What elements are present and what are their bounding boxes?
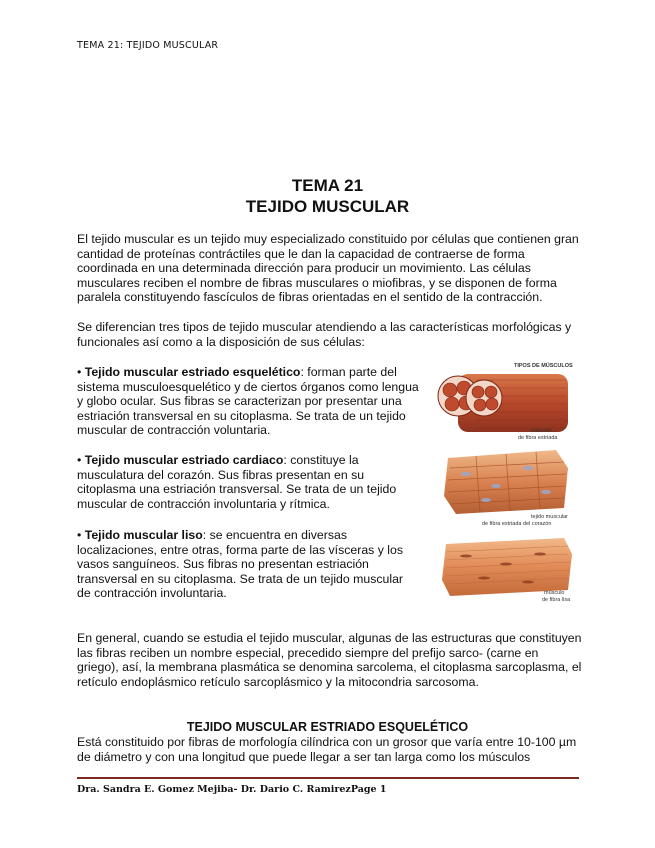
footer-divider [77,777,579,779]
bullet-text: : constituye la musculatura del corazón. Sus fibras presentan en su citoplasma una estriación transversal. Se trata de un tejido muscular de contracción involuntaria y rítmica. [77,453,397,511]
bullet-term: Tejido muscular estriado esquelético [84,365,301,379]
figure-label-3b: de fibra lisa [542,597,571,603]
intro-paragraph: El tejido muscular es un tejido muy especializado constituido por células que contienen gran cantidad de proteínas contráctiles que le dan la capacidad de contraerse de forma coordinada en una determinada dirección para producir un movimiento. Las células musculares reciben el nombre de fibras musculares o miofibras, y se disponen de forma paralela constituyendo fascículos de fibras orientadas en el sentido de la contracción. [77,232,579,305]
bullet-term: Tejido muscular liso [84,528,203,542]
bullet-mark: • [77,528,85,542]
bullet-smooth [77,528,420,601]
bullet-text: : forman parte del sistema musculoesquelético y de ciertos órganos como lengua y globo ocular. Sus fibras se caracterizan por presentar una estriación transversal en su citoplasma. Se trata de un tejido muscular de contracción voluntaria. [77,365,419,438]
page-header: TEMA 21: TEJIDO MUSCULAR [77,40,219,51]
cardiac-muscle-drawing [444,450,568,527]
bullet-term: Tejido muscular estriado cardiaco [84,453,284,467]
bullet-mark: • [77,453,85,467]
figure-label-2b: de fibra estriada del corazón [482,521,552,527]
figure-label-2a: tejido muscular [531,514,568,520]
figure-label-1b: de fibra estriada [518,435,558,441]
figure-title: TIPOS DE MÚSCULOS [514,363,573,369]
section-paragraph: Está constituido por fibras de morfología cilíndrica con un grosor que varía entre 10-100 µm de diámetro y con una longitud que puede llegar a ser tan larga como los músculos [77,735,577,764]
general-paragraph: En general, cuando se estudia el tejido muscular, algunas de las estructuras que constituyen las fibras reciben un nombre especial, precedido siempre del prefijo sarco- (carne en griego), así, la membrana plasmática se denomina sarcolema, el citoplasma sarcoplasma, el retículo endoplásmico retículo sarcoplásmico y la mitocondria sarcosoma. [77,631,582,689]
skeletal-muscle-drawing [438,374,568,441]
section-heading: TEJIDO MUSCULAR ESTRIADO ESQUELÉTICO [186,720,469,734]
bullet-cardiac [77,453,420,511]
figure-label-1a: músculo [531,428,552,434]
muscle-types-figure [436,358,584,608]
bullet-text: : se encuentra en diversas localizaciones, entre otras, forma parte de las vísceras y los vasos sanguíneos. Sus fibras no presentan estriación transversal en su citoplasma. Se trata de un tejido muscular de contracción involuntaria. [77,528,404,601]
page-title [0,175,655,217]
title-line-2: TEJIDO MUSCULAR [245,197,410,216]
bullet-mark: • [77,365,85,379]
muscle-types-illustration [436,358,584,608]
figure-label-3a: músculo [544,590,565,596]
bullet-skeletal [77,365,420,438]
title-line-1: TEMA 21 [291,176,364,195]
page-footer: Dra. Sandra E. Gomez Mejiba- Dr. Dario C. RamirezPage 1 [77,784,387,795]
smooth-muscle-drawing [442,538,572,603]
types-intro-paragraph: Se diferencian tres tipos de tejido muscular atendiendo a las características morfológicas y funcionales así como a la disposición de sus células: [77,320,572,349]
